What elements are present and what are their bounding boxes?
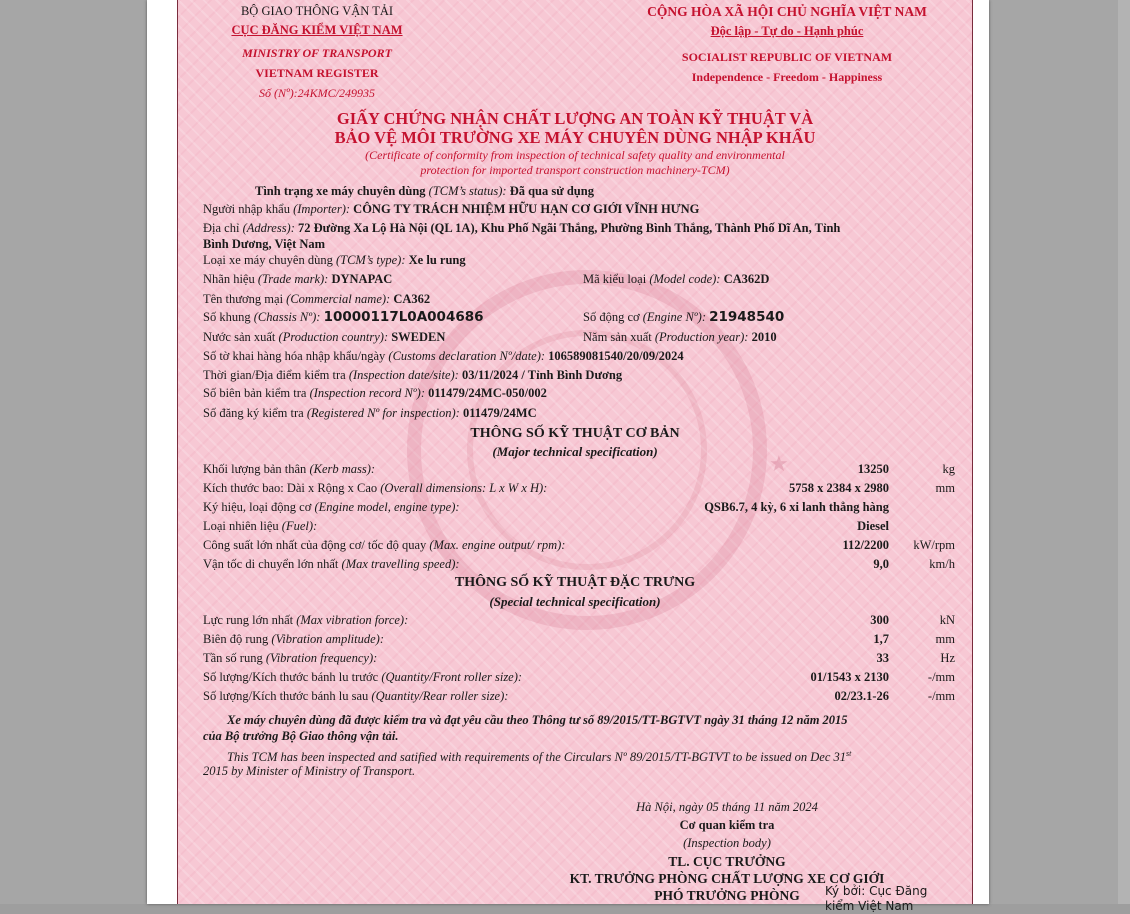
engine-no-label-en: (Engine Nº): xyxy=(642,310,706,324)
model-value: CA362D xyxy=(723,272,770,286)
registered-label-en: (Registered Nº for inspection): xyxy=(306,406,460,420)
spec-label-en: (Vibration frequency): xyxy=(265,651,378,665)
commercial-label-en: (Commercial name): xyxy=(286,292,391,306)
special-spec-row xyxy=(203,689,508,704)
ministry-vn: BỘ GIAO THÔNG VẬN TẢI xyxy=(240,4,394,18)
major-spec-row xyxy=(203,538,565,553)
special-spec-row xyxy=(203,651,377,666)
ministry-en: MINISTRY OF TRANSPORT xyxy=(242,46,392,60)
major-spec-subtitle: (Major technical specification) xyxy=(492,444,658,459)
signer-kt: KT. TRƯỞNG PHÒNG CHẤT LƯỢNG XE CƠ GIỚI xyxy=(569,871,885,886)
country-vn: CỘNG HÒA XÃ HỘI CHỦ NGHĨA VIỆT NAM xyxy=(647,4,927,19)
customs-row xyxy=(203,349,684,364)
chassis-label-en: (Chassis Nº): xyxy=(253,310,321,324)
trademark-value: DYNAPAC xyxy=(331,272,393,286)
spec-label-en: (Max. engine output/ rpm): xyxy=(429,538,566,552)
major-spec-row xyxy=(203,557,460,572)
customs-label: Số tờ khai hàng hóa nhập khẩu/ngày xyxy=(203,349,386,363)
inspection-body-en: (Inspection body) xyxy=(683,836,771,850)
spec-value: 01/1543 x 2130 xyxy=(810,670,889,684)
customs-value: 106589081540/20/09/2024 xyxy=(548,349,684,363)
spec-unit: -/mm xyxy=(927,689,955,703)
register-en: VIETNAM REGISTER xyxy=(255,66,379,80)
inspection-body: Cơ quan kiểm tra xyxy=(679,818,775,832)
statement-vn-line-1: Xe máy chuyên dùng đã được kiểm tra và đạt yêu cầu theo Thông tư số 89/2015/TT-BGTVT ngày 31 tháng 12 năm 2015 xyxy=(227,713,848,727)
commercial-value: CA362 xyxy=(393,292,431,306)
title-line-2: BẢO VỆ MÔI TRƯỜNG XE MÁY CHUYÊN DÙNG NHẬP KHẨU xyxy=(334,128,816,147)
spec-label: Loại nhiên liệu xyxy=(203,519,279,533)
importer-label-en: (Importer): xyxy=(293,202,351,216)
record-label: Số biên bản kiểm tra xyxy=(203,386,307,400)
spec-label: Tần số rung xyxy=(203,651,263,665)
spec-value: 112/2200 xyxy=(842,538,889,552)
spec-label: Kích thước bao: Dài x Rộng x Cao xyxy=(203,481,378,495)
address-label-en: (Address): xyxy=(242,221,295,235)
spec-label-en: (Kerb mass): xyxy=(309,462,376,476)
year-row xyxy=(583,330,777,345)
spec-value: 9,0 xyxy=(873,557,889,571)
commercial-label: Tên thương mại xyxy=(203,292,284,306)
status-row xyxy=(255,184,594,199)
spec-label: Ký hiệu, loại động cơ xyxy=(203,500,312,514)
viewer-scrollbar[interactable] xyxy=(1118,0,1130,904)
engine-no-row xyxy=(583,310,784,325)
spec-unit: mm xyxy=(935,632,955,646)
chassis-row xyxy=(203,310,484,325)
special-spec-row xyxy=(203,613,408,628)
importer-value: CÔNG TY TRÁCH NHIỆM HỮU HẠN CƠ GIỚI VĨNH HƯNG xyxy=(353,202,700,216)
spec-label-en: (Quantity/Front roller size): xyxy=(381,670,523,684)
country-label: Nước sản xuất xyxy=(203,330,276,344)
engine-no-label: Số động cơ xyxy=(583,310,640,324)
motto-vn: Độc lập - Tự do - Hạnh phúc xyxy=(710,24,864,38)
spec-value: 1,7 xyxy=(873,632,889,646)
spec-unit: km/h xyxy=(929,557,955,571)
address-row xyxy=(203,221,840,236)
title-line-1: GIẤY CHỨNG NHẬN CHẤT LƯỢNG AN TOÀN KỸ THUẬT VÀ xyxy=(336,109,814,128)
special-spec-row xyxy=(203,632,384,647)
place-date: Hà Nội, ngày 05 tháng 11 năm 2024 xyxy=(636,800,818,814)
registered-value: 011479/24MC xyxy=(462,406,537,420)
year-label: Năm sản xuất xyxy=(583,330,652,344)
major-spec-row xyxy=(203,500,460,515)
motto-en: Independence - Freedom - Happiness xyxy=(691,70,883,84)
trademark-label: Nhãn hiệu xyxy=(203,272,255,286)
spec-label-en: (Max travelling speed): xyxy=(341,557,460,571)
type-label: Loại xe máy chuyên dùng xyxy=(203,253,333,267)
country-row xyxy=(203,330,445,345)
spec-unit: kW/rpm xyxy=(913,538,955,552)
record-label-en: (Inspection record Nº): xyxy=(309,386,425,400)
pdf-page xyxy=(147,0,989,913)
inspection-date-label-en: (Inspection date/site): xyxy=(348,368,459,382)
major-spec-row xyxy=(203,519,317,534)
digital-signature-label-2: kiểm Việt Nam xyxy=(825,899,914,913)
model-row xyxy=(583,272,769,287)
register-vn: CỤC ĐĂNG KIỂM VIỆT NAM xyxy=(231,23,403,37)
spec-unit: kg xyxy=(942,462,955,476)
importer-row xyxy=(203,202,699,217)
spec-value: Diesel xyxy=(857,519,889,533)
spec-label-en: (Engine model, engine type): xyxy=(314,500,460,514)
spec-value: 13250 xyxy=(857,462,889,476)
spec-label: Biên độ rung xyxy=(203,632,269,646)
chassis-value: 10000117L0A004686 xyxy=(323,309,484,325)
spec-value: 300 xyxy=(870,613,889,627)
spec-label: Vận tốc di chuyển lớn nhất xyxy=(203,557,339,571)
inspection-date-label: Thời gian/Địa điểm kiểm tra xyxy=(203,368,346,382)
spec-value: QSB6.7, 4 kỳ, 6 xi lanh thẳng hàng xyxy=(704,500,889,514)
spec-label: Khối lượng bản thân xyxy=(203,462,307,476)
statement-vn-line-2: của Bộ trưởng Bộ Giao thông vận tải. xyxy=(203,729,399,743)
importer-label: Người nhập khẩu xyxy=(203,202,290,216)
spec-value: 5758 x 2384 x 2980 xyxy=(789,481,889,495)
signer-deputy: PHÓ TRƯỞNG PHÒNG xyxy=(654,888,800,903)
registered-row xyxy=(203,406,537,421)
status-label-en: (TCM’s status): xyxy=(428,184,507,198)
address-label: Địa chỉ xyxy=(203,221,240,235)
spec-unit: Hz xyxy=(940,651,955,665)
inspection-date-value: 03/11/2024 / Tỉnh Bình Dương xyxy=(461,368,623,382)
model-label: Mã kiểu loại xyxy=(583,272,647,286)
special-spec-row xyxy=(203,670,522,685)
record-value: 011479/24MC-050/002 xyxy=(428,386,547,400)
chassis-label: Số khung xyxy=(203,310,251,324)
spec-label: Công suất lớn nhất của động cơ/ tốc độ quay xyxy=(203,538,427,552)
spec-label-en: (Fuel): xyxy=(281,519,318,533)
spec-unit: mm xyxy=(935,481,955,495)
spec-value: 33 xyxy=(876,651,889,665)
registered-label: Số đăng ký kiểm tra xyxy=(203,406,304,420)
engine-no-value: 21948540 xyxy=(709,309,785,325)
address-value-1: 72 Đường Xa Lộ Hà Nội (QL 1A), Khu Phố Ngãi Thắng, Phường Bình Thắng, Thành Phố Dĩ An, Tỉnh xyxy=(298,221,841,235)
spec-unit: -/mm xyxy=(927,670,955,684)
status-value: Đã qua sử dụng xyxy=(509,184,594,198)
type-value: Xe lu rung xyxy=(408,253,466,267)
trademark-row xyxy=(203,272,392,287)
statement-en-sup: st xyxy=(846,749,852,758)
signer-tl: TL. CỤC TRƯỞNG xyxy=(668,854,786,869)
type-label-en: (TCM’s type): xyxy=(335,253,406,267)
spec-label: Số lượng/Kích thước bánh lu sau xyxy=(203,689,369,703)
address-value-2: Bình Dương, Việt Nam xyxy=(203,237,326,251)
spec-label-en: (Vibration amplitude): xyxy=(271,632,385,646)
trademark-label-en: (Trade mark): xyxy=(257,272,329,286)
statement-en-line-2: 2015 by Minister of Ministry of Transport. xyxy=(203,764,416,778)
title-en-line-2: protection for imported transport construction machinery-TCM) xyxy=(420,163,730,177)
spec-label: Số lượng/Kích thước bánh lu trước xyxy=(203,670,379,684)
customs-label-en: (Customs declaration Nº/date): xyxy=(388,349,546,363)
statement-en-line-1 xyxy=(227,746,851,765)
type-row xyxy=(203,253,466,268)
certificate-number: Số (Nº):24KMC/249935 xyxy=(258,86,376,100)
model-label-en: (Model code): xyxy=(649,272,721,286)
country-label-en: (Production country): xyxy=(278,330,389,344)
digital-signature-label: Ký bởi: Cục Đăng xyxy=(825,884,928,898)
inspection-date-row xyxy=(203,368,622,383)
special-spec-title: THÔNG SỐ KỸ THUẬT ĐẶC TRƯNG xyxy=(454,575,696,590)
spec-label: Lực rung lớn nhất xyxy=(203,613,294,627)
special-spec-subtitle: (Special technical specification) xyxy=(489,594,661,609)
country-en: SOCIALIST REPUBLIC OF VIETNAM xyxy=(681,50,893,64)
major-spec-title: THÔNG SỐ KỸ THUẬT CƠ BẢN xyxy=(470,426,680,441)
spec-unit: kN xyxy=(939,613,955,627)
spec-label-en: (Max vibration force): xyxy=(296,613,409,627)
spec-label-en: (Quantity/Rear roller size): xyxy=(371,689,509,703)
year-label-en: (Production year): xyxy=(654,330,749,344)
commercial-row xyxy=(203,292,430,307)
record-row xyxy=(203,386,547,401)
spec-label-en: (Overall dimensions: L x W x H): xyxy=(380,481,548,495)
watermark-star-icon: ★ xyxy=(769,452,789,477)
country-value: SWEDEN xyxy=(391,330,446,344)
year-value: 2010 xyxy=(751,330,777,344)
major-spec-row xyxy=(203,481,547,496)
certificate-paper xyxy=(177,0,973,913)
status-label: Tình trạng xe máy chuyên dùng xyxy=(255,184,426,198)
spec-value: 02/23.1-26 xyxy=(834,689,889,703)
title-en-line-1: (Certificate of conformity from inspection of technical safety quality and environmental xyxy=(365,148,785,162)
major-spec-row xyxy=(203,462,375,477)
statement-en-text: This TCM has been inspected and satified with requirements of the Circulars Nº 89/2015/TT-BGTVT to be issued on Dec 31 xyxy=(227,750,847,765)
